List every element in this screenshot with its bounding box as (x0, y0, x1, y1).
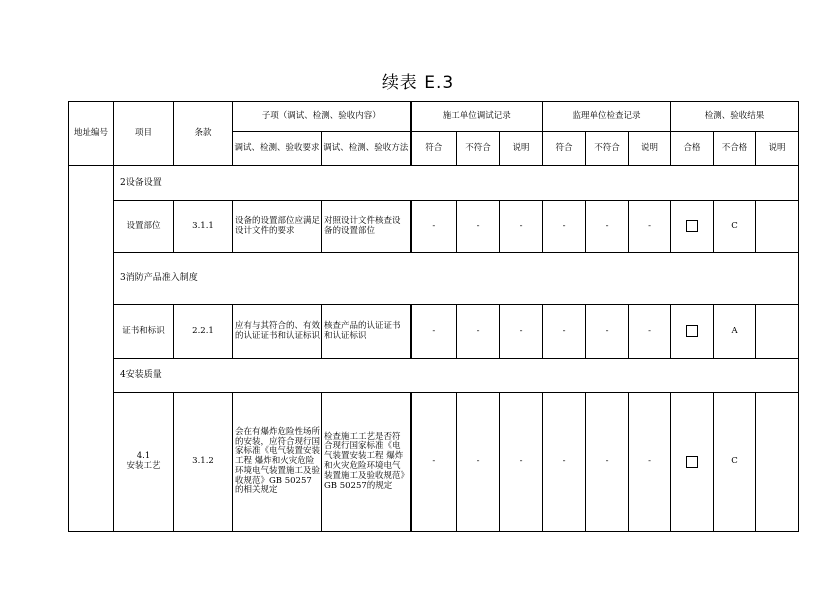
header-construction-group: 施工单位调试记录 (411, 102, 543, 132)
header-address-no: 地址编号 (69, 102, 114, 166)
item-cell: 设置部位 (114, 201, 174, 253)
section-row (69, 166, 799, 201)
requirement-cell: 应有与其符合的、有效的认证证书和认证标识 (233, 305, 322, 359)
header-result-note: 说明 (756, 132, 799, 166)
item-number: 4.1 (136, 451, 151, 462)
requirement-cell: 设备的设置部位应满足设计文件的要求 (233, 201, 322, 253)
pass-cell (671, 305, 714, 359)
header-supervision-nonconform: 不符合 (586, 132, 629, 166)
result-note-cell (756, 393, 799, 532)
construction-note-cell: - (500, 393, 543, 532)
supervision-note-cell: - (629, 305, 671, 359)
construction-nonconform-cell: - (457, 201, 500, 253)
construction-nonconform-cell: - (457, 305, 500, 359)
construction-conform-cell: - (411, 305, 457, 359)
section-row (69, 359, 799, 393)
supervision-conform-cell: - (543, 393, 586, 532)
header-supervision-conform: 符合 (543, 132, 586, 166)
header-construction-note: 说明 (500, 132, 543, 166)
pass-checkbox[interactable] (686, 220, 698, 232)
inspection-record-table (68, 101, 799, 532)
section-title: 2设备设置 (114, 166, 799, 201)
header-supervision-note: 说明 (629, 132, 671, 166)
table-row (69, 201, 799, 253)
requirement-cell: 会在有爆炸危险性场所的安装，应符合现行国家标准《电气装置安装工程 爆炸和火灾危险环境电气装置施工及验收规范》GB 50257的相关规定 (233, 393, 322, 532)
supervision-conform-cell: - (543, 305, 586, 359)
header-result-fail: 不合格 (714, 132, 756, 166)
construction-note-cell: - (500, 305, 543, 359)
item-cell (114, 393, 174, 532)
supervision-conform-cell: - (543, 201, 586, 253)
clause-cell: 2.2.1 (174, 305, 233, 359)
item-name: 安装工艺 (126, 461, 161, 471)
header-sub-content: 调试、检测、验收要求 (233, 132, 322, 166)
pass-cell (671, 201, 714, 253)
address-no-cell (69, 166, 114, 532)
header-construction-conform: 符合 (411, 132, 457, 166)
supervision-nonconform-cell: - (586, 305, 629, 359)
table-row (69, 393, 799, 532)
result-note-cell (756, 305, 799, 359)
supervision-nonconform-cell: - (586, 201, 629, 253)
construction-nonconform-cell: - (457, 393, 500, 532)
method-cell: 检查施工工艺是否符合现行国家标准《电气装置安装工程 爆炸和火灾危险环境电气装置施工及验收规范》GB 50257的规定 (322, 393, 411, 532)
clause-cell: 3.1.1 (174, 201, 233, 253)
page-title: 续表 E.3 (381, 73, 455, 93)
header-supervision-group: 监理单位检查记录 (543, 102, 671, 132)
pass-cell (671, 393, 714, 532)
section-title: 4安装质量 (114, 359, 799, 393)
header-row-1 (69, 102, 799, 132)
grade-cell: C (714, 393, 756, 532)
construction-conform-cell: - (411, 201, 457, 253)
header-item: 项目 (114, 102, 174, 166)
item-cell: 证书和标识 (114, 305, 174, 359)
header-construction-nonconform: 不符合 (457, 132, 500, 166)
header-sub-item-group: 子项（调试、检测、验收内容） (233, 102, 411, 132)
result-note-cell (756, 201, 799, 253)
header-result-pass: 合格 (671, 132, 714, 166)
section-title: 3消防产品准入制度 (114, 253, 799, 305)
header-sub-method: 调试、检测、验收方法 (322, 132, 411, 166)
construction-conform-cell: - (411, 393, 457, 532)
supervision-note-cell: - (629, 201, 671, 253)
method-cell: 核查产品的认证证书和认证标识 (322, 305, 411, 359)
section-row (69, 253, 799, 305)
construction-note-cell: - (500, 201, 543, 253)
grade-cell: C (714, 201, 756, 253)
header-clause: 条款 (174, 102, 233, 166)
supervision-nonconform-cell: - (586, 393, 629, 532)
grade-cell: A (714, 305, 756, 359)
header-result-group: 检测、验收结果 (671, 102, 799, 132)
supervision-note-cell: - (629, 393, 671, 532)
method-cell: 对照设计文件核查设备的设置部位 (322, 201, 411, 253)
clause-cell: 3.1.2 (174, 393, 233, 532)
pass-checkbox[interactable] (686, 325, 698, 337)
pass-checkbox[interactable] (686, 456, 698, 468)
table-row (69, 305, 799, 359)
